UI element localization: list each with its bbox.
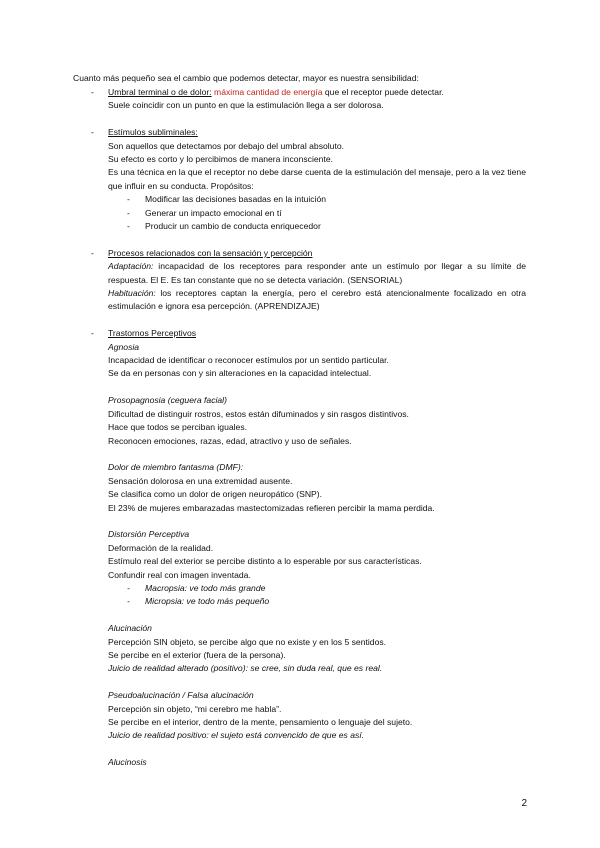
distorsion-item: - Macropsia: ve todo más grande	[126, 582, 526, 595]
dmf-line-2: Se clasifica como un dolor de origen neuropático (SNP).	[108, 489, 323, 500]
habituacion-term: Habituación:	[108, 288, 156, 299]
intro-text: Cuanto más pequeño sea el cambio que podemos detectar, mayor es nuestra sensibilidad:	[73, 73, 419, 83]
procesos-title: - Procesos relacionados con la sensación y percepción	[108, 247, 526, 260]
purpose-item: - Modificar las decisiones basadas en la intuición	[126, 193, 526, 206]
pseudo-title: Pseudoalucinación / Falsa alucinación	[108, 690, 254, 701]
dmf-line-3: El 23% de mujeres embarazadas mastectomizadas refieren percibir la mama perdida.	[108, 502, 435, 513]
prosopagnosia-line-2: Hace que todos se perciban iguales.	[108, 422, 248, 433]
umbral-line2: Suele coincidir con un punto en que la estimulación llega a ser dolorosa.	[108, 100, 384, 111]
subliminales-line-1: Son aquellos que detectamos por debajo del umbral absoluto.	[108, 140, 345, 151]
alucinacion-line-2: Se percibe en el exterior (fuera de la persona).	[108, 649, 286, 660]
prosopagnosia-line-3: Reconocen emociones, razas, edad, atractivo y uso de señales.	[108, 435, 352, 446]
umbral-item	[108, 86, 526, 99]
umbral-title: Umbral terminal o de dolor:	[108, 87, 212, 97]
habituacion-paragraph	[108, 287, 526, 314]
distorsion-line-1: Deformación de la realidad.	[108, 542, 214, 553]
pseudo-line-1: Percepción sin objeto, “mi cerebro me habla”.	[108, 703, 282, 714]
subliminales-line-3: Es una técnica en la que el receptor no debe darse cuenta de la estimulación del mensaje, pero a la vez tiene que influir en su conducta. Propósitos:	[108, 167, 526, 191]
prosopagnosia-title: Prosopagnosia (ceguera facial)	[108, 395, 227, 406]
subliminales-title: - Estímulos subliminales:	[108, 126, 526, 139]
alucinacion-line-1: Percepción SIN objeto, se percibe algo que no existe y en los 5 sentidos.	[108, 636, 387, 647]
purpose-item: - Generar un impacto emocional en tí	[126, 207, 526, 220]
pseudo-line-2: Se percibe en el interior, dentro de la mente, pensamiento o lenguaje del sujeto.	[108, 716, 413, 727]
agnosia-title: Agnosia	[108, 341, 140, 352]
distorsion-title: Distorsión Perceptiva	[108, 529, 190, 540]
alucinacion-title: Alucinación	[108, 623, 152, 634]
subliminales-line-2: Su efecto es corto y lo percibimos de manera inconsciente.	[108, 154, 333, 165]
trastornos-title: - Trastornos Perceptivos	[108, 327, 526, 340]
alucinosis-title: Alucinosis	[108, 757, 147, 768]
page-number: 2	[521, 798, 527, 809]
habituacion-text: los receptores captan la energía, pero el cerebro está atencionalmente focalizado en otra estimulación e ignora esa percepción. (APRENDIZAJE)	[108, 288, 526, 312]
distorsion-item: - Micropsia: ve todo más pequeño	[126, 595, 526, 608]
alucinacion-juicio: Juicio de realidad alterado (positivo): se cree, sin duda real, que es real.	[108, 663, 383, 674]
dmf-line-1: Sensación dolorosa en una extremidad ausente.	[108, 475, 293, 486]
prosopagnosia-line-1: Dificultad de distinguir rostros, estos están difuminados y sin rasgos distintivos.	[108, 408, 409, 419]
agnosia-line-2: Se da en personas con y sin alteraciones en la capacidad intelectual.	[108, 368, 372, 379]
dmf-title: Dolor de miembro fantasma (DMF):	[108, 462, 244, 473]
adaptacion-text: incapacidad de los receptores para responder ante un estímulo por llegar a su límite de respuesta. El E. Es tan constante que no se detecta variación. (SENSORIAL)	[108, 261, 526, 285]
adaptacion-term: Adaptación:	[108, 261, 154, 272]
distorsion-line-2: Estímulo real del exterior se percibe distinto a lo esperable por sus características.	[108, 556, 422, 567]
umbral-highlight: máxima cantidad de energía	[214, 87, 323, 97]
distorsion-line-3: Confundir real con imagen inventada.	[108, 569, 251, 580]
agnosia-line-1: Incapacidad de identificar o reconocer estímulos por un sentido particular.	[108, 355, 389, 366]
adaptacion-paragraph	[108, 260, 526, 287]
pseudo-juicio: Juicio de realidad positivo: el sujeto está convencido de que es así.	[108, 730, 365, 741]
umbral-rest: que el receptor puede detectar.	[324, 87, 444, 97]
content-body	[108, 86, 526, 770]
purpose-item: - Producir un cambio de conducta enriquecedor	[126, 220, 526, 233]
